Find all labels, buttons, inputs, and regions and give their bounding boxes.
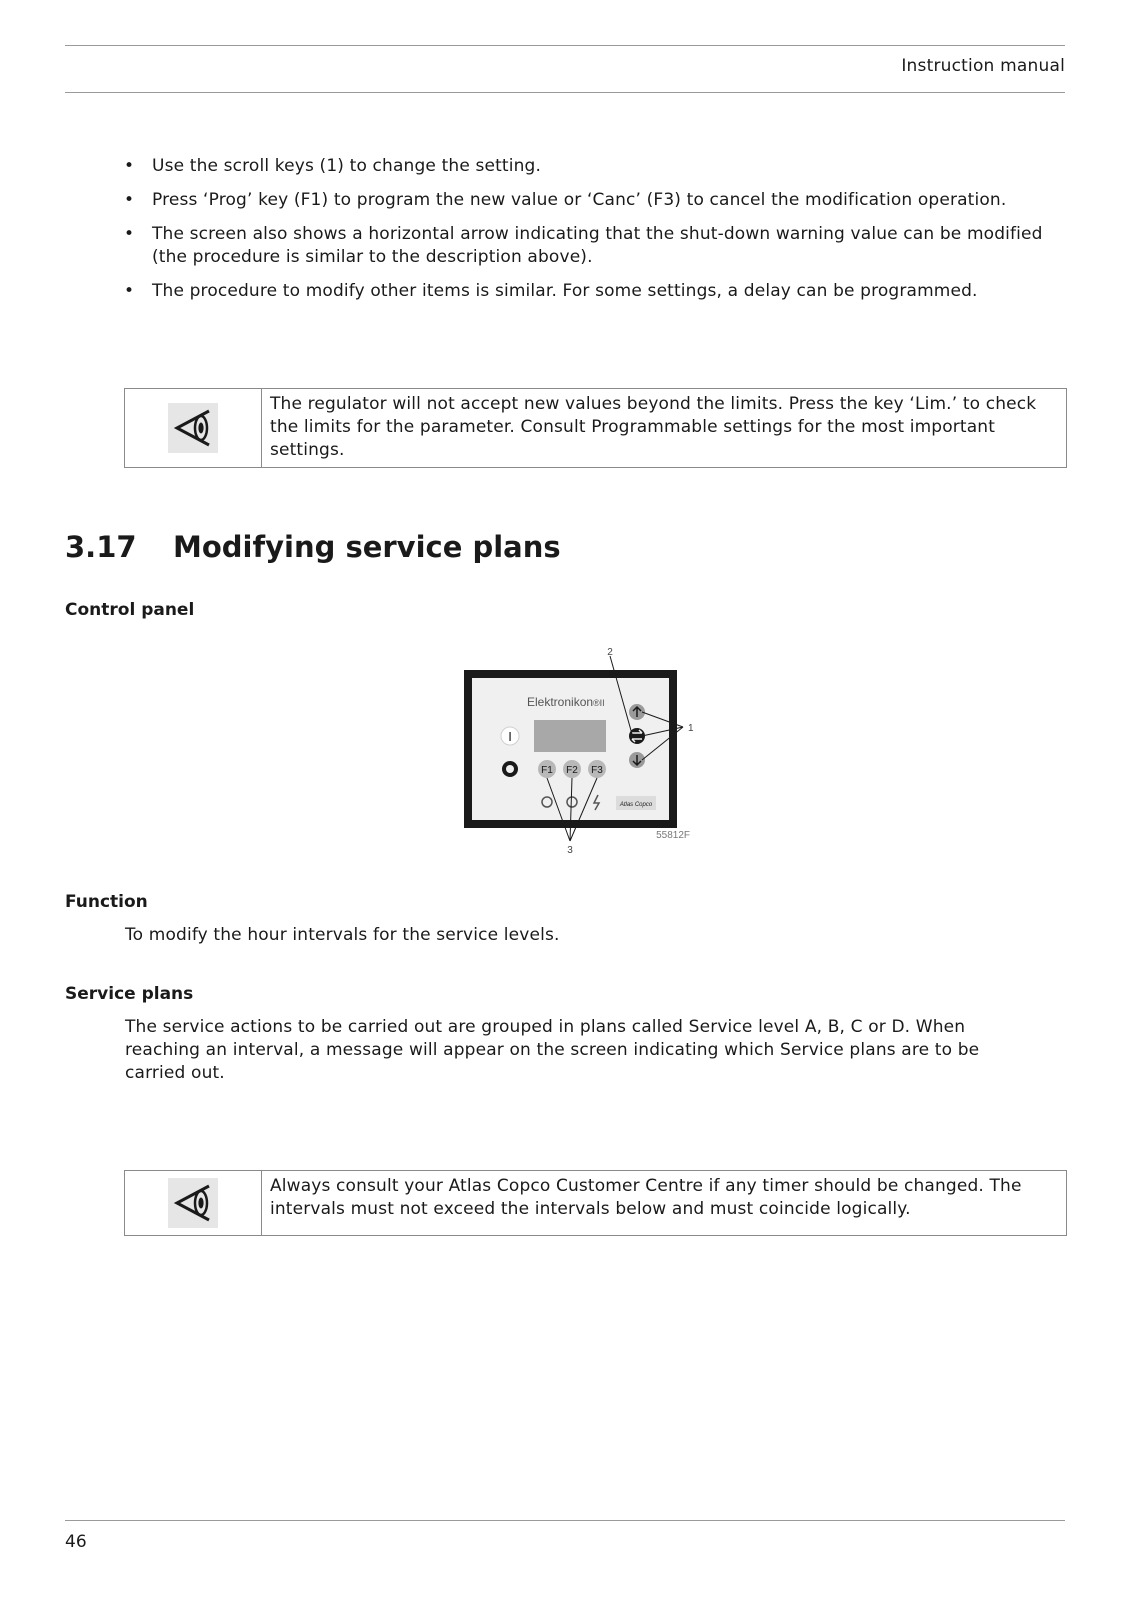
header-rule-top (65, 45, 1065, 46)
control-panel-heading: Control panel (65, 600, 195, 620)
svg-text:F3: F3 (591, 765, 603, 776)
svg-text:Atlas Copco: Atlas Copco (619, 802, 653, 808)
callout-1: 1 (688, 723, 694, 734)
section-number: 3.17 (65, 530, 137, 564)
list-item: • Press ‘Prog’ key (F1) to program the new value or ‘Canc’ (F3) to cancel the modification operation. (120, 189, 1050, 212)
note-icon-cell (125, 1171, 262, 1235)
eye-icon (168, 1178, 218, 1228)
brand-label: Elektronikon®II (527, 695, 605, 709)
list-item: • The procedure to modify other items is similar. For some settings, a delay can be programmed. (120, 280, 1050, 303)
note-icon-cell (125, 389, 262, 467)
control-panel-figure (462, 648, 692, 858)
eye-icon (168, 403, 218, 453)
note-box-limits (124, 388, 1067, 468)
start-button-label: I (508, 729, 512, 744)
section-title-text: Modifying service plans (173, 530, 561, 564)
note-box-timers (124, 1170, 1067, 1236)
callout-2: 2 (607, 647, 613, 658)
note-text: The regulator will not accept new values beyond the limits. Press the key ‘Lim.’ to check the limits for the parameter. Consult Programmable settings for the most important settings. (270, 394, 1037, 460)
function-text: To modify the hour intervals for the service levels. (125, 925, 560, 945)
callout-3: 3 (567, 845, 573, 856)
display-screen (534, 720, 606, 752)
page-number: 46 (65, 1532, 87, 1552)
list-item: • Use the scroll keys (1) to change the setting. (120, 155, 1050, 178)
figure-code: 55812F (656, 830, 690, 841)
service-plans-heading: Service plans (65, 984, 194, 1004)
svg-text:F1: F1 (541, 765, 553, 776)
function-heading: Function (65, 892, 148, 912)
svg-text:F2: F2 (566, 765, 578, 776)
section-title (65, 530, 561, 564)
footer-rule (65, 1520, 1065, 1521)
header-title: Instruction manual (901, 56, 1065, 76)
service-plans-text: The service actions to be carried out are grouped in plans called Service level A, B, C or D. When reaching an interval, a message will appear on the screen indicating which Service plans are to be carried out. (125, 1017, 980, 1083)
list-item: • The screen also shows a horizontal arrow indicating that the shut-down warning value can be modified (the procedure is similar to the description above). (120, 223, 1050, 269)
instruction-list (120, 155, 1050, 314)
header-rule-bottom (65, 92, 1065, 93)
note-text: Always consult your Atlas Copco Customer Centre if any timer should be changed. The intervals must not exceed the intervals below and must coincide logically. (270, 1176, 1022, 1219)
